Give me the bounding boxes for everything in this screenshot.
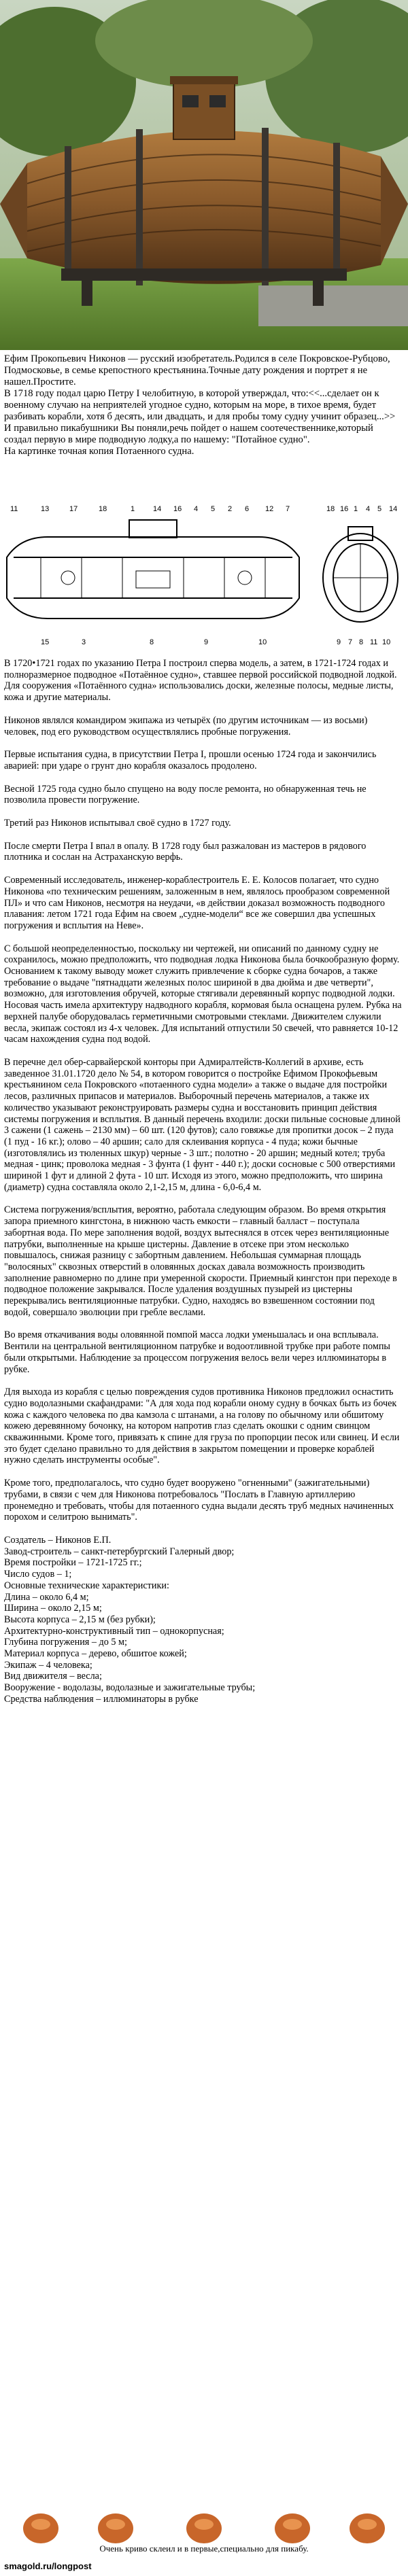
spec-line: Вид движителя – весла; <box>4 1671 102 1682</box>
diagram-label: 15 <box>41 638 50 646</box>
diagram-label: 10 <box>382 638 391 646</box>
diagram-label: 17 <box>69 505 78 513</box>
diagram-label: 7 <box>286 505 290 513</box>
spec-line: Материал корпуса – дерево, обшитое кожей; <box>4 1648 187 1660</box>
mascot-icon <box>186 2513 222 2543</box>
spec-line: Длина – около 6,4 м; <box>4 1591 89 1603</box>
article-paragraph: Третий раз Никонов испытывал своё судно в 1727 году. <box>4 818 231 829</box>
article-paragraph: С большой неопределенностью, поскольку ни чертежей, ни описаний по данному судну не сохранилось, можно предположить, что подводная лодка Никонова была бочкообразную форму. Основанием к такому выводу может служить привлечение к сборке судна бочаров, а также требование о выдаче "пятнадцати железных полос шириной в два дюйма и две четверти", возможно, для изготовления обручей, которые стягивали деревянный корпус подводной лодки. Носовая часть имела архитектуру надводного корабля, кормовая была оснащена рулем. Рубка на верхней палубе оборудовалась герметичными смотровыми стеклами. Движителем служили весла, экипаж состоял из 4-х человек. Для испытаний отпустили 50 свечей, что равняется 10-12 часам нахождения судна под водой. <box>4 943 402 1045</box>
spec-line: Завод-строитель – санкт-петербургский Галерный двор; <box>4 1546 235 1557</box>
spec-line: Создатель – Никонов Е.П. <box>4 1535 112 1546</box>
intro-line: И правильно пикабушники Вы поняли,речь пойдет о нашем соотечественнике,который создал первую в мире подводную лодку,а по нашему: "Потайное судно". <box>4 423 373 445</box>
diagram-label: 4 <box>366 505 371 513</box>
diagram-label: 8 <box>150 638 154 646</box>
article-paragraph: В 1720•1721 годах по указанию Петра I построил сперва модель, а затем, в 1721-1724 годах и полноразмерное подводное «Потаённое судно», ставшее первой российской подводной лодкой. Для сооружения «Потаённого судна» использовались доски, железные полосы, медные листы, кожа и другие материалы. <box>4 658 397 703</box>
spec-line: Вооружение - водолазы, водолазные и зажигательные трубы; <box>4 1682 256 1694</box>
mascot-icon <box>275 2513 310 2543</box>
submarine-replica-photo <box>0 0 408 350</box>
diagram-label: 13 <box>41 505 50 513</box>
spec-line: Глубина погружения – до 5 м; <box>4 1637 127 1648</box>
submarine-cross-section-diagram <box>0 496 408 652</box>
mascot-icon <box>350 2513 385 2543</box>
diagram-label: 10 <box>258 638 267 646</box>
intro-line: В 1718 году подал царю Петру I челобитную, в которой утверждал, что:<<...сделает он к военному случаю на неприятелей угодное судно, которым на море, в тихое время, будет разбивать корабли, хотя б десять, или двадцать, и для пробы тому судну учинит образец...>> <box>4 388 396 422</box>
diagram-label: 1 <box>354 505 358 513</box>
diagram-label: 8 <box>359 638 364 646</box>
mascot-icon <box>98 2513 133 2543</box>
diagram-label: 11 <box>370 638 378 646</box>
article-body <box>4 658 402 1705</box>
diagram-label: 5 <box>377 505 382 513</box>
spec-line: Средства наблюдения – иллюминаторы в рубке <box>4 1693 199 1705</box>
closing-line: Очень криво склеил и в первые,специально для пикабу. <box>99 2543 309 2554</box>
diagram-label: 9 <box>204 638 209 646</box>
diagram-label: 11 <box>10 505 18 513</box>
diagram-label: 6 <box>245 505 250 513</box>
diagram-label: 14 <box>153 505 162 513</box>
spec-line: Основные технические характеристики: <box>4 1580 169 1591</box>
article-paragraph: Никонов являлся командиром экипажа из четырёх (по другим источникам — из восьми) человек, под его руководством осуществлялись пробные погружения. <box>4 714 368 737</box>
diagram-label: 3 <box>82 638 86 646</box>
spec-line: Архитектурно-конструктивный тип – однокорпусная; <box>4 1625 224 1637</box>
article-paragraph: Весной 1725 года судно было спущено на воду после ремонта, но обнаруженная течь не позволила провести погружение. <box>4 783 367 806</box>
diagram-label: 12 <box>265 505 274 513</box>
intro-line: На картинке точная копия Потаенного судна. <box>4 446 194 457</box>
source-credit: smagold.ru/longpost <box>4 2561 92 2571</box>
diagram-label: 16 <box>340 505 349 513</box>
specs-list <box>4 1535 402 1705</box>
article-paragraph: В перечне дел обер-сарвайерской конторы при Адмиралтейств-Коллегий в архиве, есть заведенное 31.01.1720 дело № 54, в котором говорится о постройке Ефимом Прокофьевым крестьянином села Покровского «потаенного судна модели» а также о выдаче для постройки лесов, различных припасов и материалов. Выборочный перечень материалов, а также их количество указывают реконструировать размеры судна и восстановить принцип действия системы погружения и всплытия. В данный перечень входили: доски пильные сосновые длиной 3 сажени (1 сажень – 2130 мм) – 60 шт. (120 футов); сало говяжье для пропитки досок – 2 пуда (1 пуд - 16 кг.); олово – 40 аршин; сало для склеивания корпуса - 4 пуда; кожи бычные (изготовлялись из тюленных шкур) черные - 3 шт.; полотно - 20 аршин; медный котел; труба медная - цинк; проволока медная - 3 фунта (1 фунт - 440 г.); доски сосновые с 500 отверстиями шириной 1 фут и длиной 2 фута - 10 шт. Исходя из этого, можно предположить, что ширина (диаметр) судна составляла около 2,1-2,15 м, длина - 6,0-6,4 м. <box>4 1056 401 1193</box>
spec-line: Экипаж – 4 человека; <box>4 1659 92 1671</box>
article-paragraph: Во время откачивания воды оловянной помпой масса лодки уменьшалась и она всплывала. Вентили на центральной вентиляционном патрубке и водоотливной трубке при работе помпы были открытыми. Наблюдение за процессом погружения велось вели через иллюминаторы в рубке. <box>4 1329 390 1375</box>
diagram-label: 18 <box>326 505 335 513</box>
intro-text <box>4 353 402 457</box>
article-paragraph: Для выхода из корабля с целью повреждения судов противника Никонов предложил оснастить судно водолазными скафандрами: "А для хода под корабли оному судну в бочках быть из бочек кожа с каждого человека по два камзола с штанами, а на голову по обычному или обшитому кожею деревянному бочонку, на котором напротив глаз сделать окошки с одним свинцом скважинными. Кроме того, привязать к спине для груза по пропорции песок или свинец. И если это будет сделано правильно то для действия в закрытом помещении и проверке кораблей нужно сделать инструменты особые". <box>4 1387 400 1466</box>
spec-line: Число судов – 1; <box>4 1569 72 1580</box>
closing-banner <box>0 2508 408 2556</box>
mascot-icon <box>23 2513 58 2543</box>
article-paragraph: Современный исследователь, инженер-кораблестроитель Е. Е. Колосов полагает, что судно Никонова «по техническим решениям, заложенным в нем, являлось прообразом современной ПЛ» и что сам Никонов, несмотря на неудачи, «в действии доказал возможность подводного плавания: летом 1721 года Ефим на своем „судне-модели“ все же совершил два успешных погружения и всплытия на Неве». <box>4 875 390 931</box>
diagram-label: 16 <box>173 505 182 513</box>
spec-line: Ширина – около 2,15 м; <box>4 1603 102 1614</box>
spec-line: Время постройки – 1721-1725 гг.; <box>4 1557 142 1569</box>
article-paragraph: После смерти Петра I впал в опалу. В 1728 году был разжалован из мастеров в рядового плотника и сослан на Астраханскую верфь. <box>4 840 367 863</box>
diagram-label: 9 <box>337 638 341 646</box>
diagram-label: 18 <box>99 505 107 513</box>
diagram-label: 2 <box>228 505 233 513</box>
diagram-label: 7 <box>348 638 353 646</box>
article-paragraph: Первые испытания судна, в присутствии Петра I, прошли осенью 1724 года и закончились аварией: при ударе о грунт дно корабля оказалось продолено. <box>4 749 377 771</box>
diagram-label: 4 <box>194 505 199 513</box>
spec-line: Высота корпуса – 2,15 м (без рубки); <box>4 1614 156 1625</box>
article-paragraph: Система погружения/всплытия, вероятно, работала следующим образом. Во время открытия запора приемного кингстона, в нижнюю часть емкости – главный балласт – поступала забортная вода. По мере заполнения водой, воздух вытеснялся в отсек через вентиляционные патрубки, выполненные на крыше цистерны. Давление в отсеке при этом несколько повышалось, снижая разницу с забортным давлением. Небольшая суммарная площадь "волосяных" сквозных отверстий в оловянных досках давала возможность производить заполнение равномерно по длине при умеренной скорости. Приемный кингстон при переходе в подводное положение закрывался. После удаления воздушных пузырей из цистерны перекрывались вентиляционные патрубки. Судно, находясь во взвешенном состоянии под водой, совершало эволюции при гребле веслами. <box>4 1204 397 1318</box>
intro-line: Ефим Прокопьевич Никонов — русский изобретатель.Родился в селе Покровское-Рубцово, Подмосковье, в семье крепостного крестьянина.Точные дату рождения и портрет я не нашел.Простите. <box>4 353 390 387</box>
diagram-label: 5 <box>211 505 216 513</box>
diagram-label: 1 <box>131 505 135 513</box>
diagram-label: 14 <box>389 505 398 513</box>
article-paragraph: Кроме того, предполагалось, что судно будет вооружено "огненными" (зажигательными) трубами, в связи с чем для Никонова потребовалось "Послать в Главную артиллерию пронемедно и требовать, чтобы для потаенного судна выдали десять труб медных начиненных порохом и селитрою вынимать". <box>4 1478 394 1523</box>
